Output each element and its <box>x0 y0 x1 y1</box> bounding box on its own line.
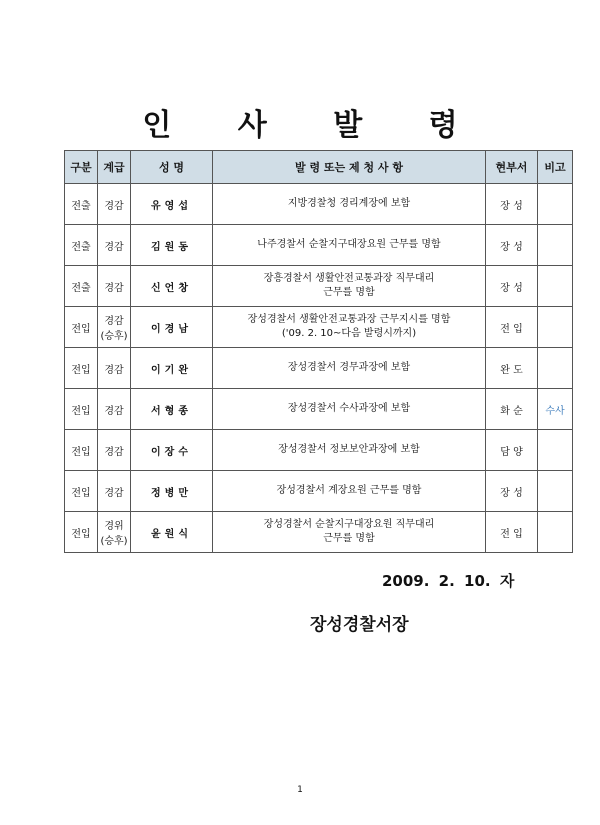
row-note-cell <box>538 348 573 389</box>
detail-line: 장성경찰서 정보보안과장에 보함 <box>278 444 420 455</box>
row-note-cell <box>538 184 573 225</box>
row-note-cell <box>538 266 573 307</box>
table-row <box>65 430 573 471</box>
header-detail: 발 령 또는 제 청 사 항 <box>213 151 486 184</box>
row-current-dept-cell: 장 성 <box>486 266 538 307</box>
detail-line: 장성경찰서 생활안전교통과장 근무지시를 명함 <box>247 314 451 325</box>
row-rank-cell <box>98 307 131 348</box>
row-name-cell: 이경남 <box>131 307 213 348</box>
row-rank-cell <box>98 430 131 471</box>
row-detail-cell <box>213 225 486 266</box>
row-note-cell <box>538 471 573 512</box>
table-header-row <box>65 151 573 184</box>
row-detail-cell <box>213 512 486 553</box>
row-name-cell: 김원동 <box>131 225 213 266</box>
detail-line: 지방경찰청 경리계장에 보함 <box>287 198 411 209</box>
rank-line: (승후) <box>100 536 128 547</box>
rank-line: 경위 <box>104 521 124 532</box>
detail-line: 장성경찰서 수사과장에 보함 <box>287 403 411 414</box>
header-rank: 계급 <box>98 151 131 184</box>
row-rank-cell <box>98 266 131 307</box>
row-detail-cell <box>213 471 486 512</box>
personnel-orders-table <box>64 150 573 553</box>
table-row <box>65 471 573 512</box>
row-current-dept-cell: 화 순 <box>486 389 538 430</box>
row-rank-cell <box>98 471 131 512</box>
row-rank-cell <box>98 512 131 553</box>
document-title: 인 사 발 령 <box>142 108 486 143</box>
rank-line: 경감 <box>104 282 124 294</box>
rank-line: 경감 <box>104 241 124 253</box>
row-name-cell: 정병만 <box>131 471 213 512</box>
row-current-dept-cell: 장 성 <box>486 471 538 512</box>
rank-line: 경감 <box>104 487 124 499</box>
row-type-cell: 전출 <box>65 266 98 307</box>
row-detail-cell <box>213 389 486 430</box>
page-number: 1 <box>297 785 303 795</box>
row-note-cell <box>538 307 573 348</box>
row-current-dept-cell: 장 성 <box>486 184 538 225</box>
detail-line: 장성경찰서 계장요원 근무를 명함 <box>276 485 422 496</box>
row-detail-cell <box>213 266 486 307</box>
row-current-dept-cell: 전 입 <box>486 512 538 553</box>
order-date: 2009. 2. 10. 자 <box>382 572 515 590</box>
row-type-cell: 전입 <box>65 430 98 471</box>
table-row <box>65 307 573 348</box>
row-name-cell: 이기완 <box>131 348 213 389</box>
row-type-cell: 전입 <box>65 512 98 553</box>
row-name-cell: 윤원식 <box>131 512 213 553</box>
detail-line: ('09. 2. 10~다음 발령시까지) <box>281 328 417 339</box>
row-current-dept-cell: 완 도 <box>486 348 538 389</box>
row-current-dept-cell: 전 입 <box>486 307 538 348</box>
row-note-cell: 수사 <box>538 389 573 430</box>
row-detail-cell <box>213 184 486 225</box>
row-rank-cell <box>98 389 131 430</box>
row-type-cell: 전입 <box>65 389 98 430</box>
row-current-dept-cell: 담 양 <box>486 430 538 471</box>
detail-line: 근무를 명함 <box>323 533 375 544</box>
detail-line: 근무를 명함 <box>323 287 375 298</box>
row-type-cell: 전출 <box>65 225 98 266</box>
rank-line: 경감 <box>104 446 124 458</box>
rank-line: (승후) <box>100 331 128 342</box>
row-name-cell: 유영섭 <box>131 184 213 225</box>
header-name: 성 명 <box>131 151 213 184</box>
row-type-cell: 전출 <box>65 184 98 225</box>
row-current-dept-cell: 장 성 <box>486 225 538 266</box>
detail-line: 장성경찰서 순찰지구대장요원 직무대리 <box>263 519 435 530</box>
row-name-cell: 서형종 <box>131 389 213 430</box>
header-note: 비고 <box>538 151 573 184</box>
table-row <box>65 512 573 553</box>
table-row <box>65 225 573 266</box>
row-type-cell: 전입 <box>65 348 98 389</box>
table-row <box>65 348 573 389</box>
detail-line: 나주경찰서 순찰지구대장요원 근무를 명함 <box>257 239 441 250</box>
table-row <box>65 184 573 225</box>
row-rank-cell <box>98 184 131 225</box>
row-rank-cell <box>98 348 131 389</box>
header-current-dept: 현부서 <box>486 151 538 184</box>
row-type-cell: 전입 <box>65 307 98 348</box>
row-detail-cell <box>213 307 486 348</box>
row-name-cell: 신언창 <box>131 266 213 307</box>
rank-line: 경감 <box>104 316 124 327</box>
row-type-cell: 전입 <box>65 471 98 512</box>
signer: 장성경찰서장 <box>310 615 409 635</box>
detail-line: 장성경찰서 경무과장에 보함 <box>287 362 411 373</box>
row-note-cell <box>538 430 573 471</box>
table-row <box>65 389 573 430</box>
row-detail-cell <box>213 348 486 389</box>
row-note-cell <box>538 512 573 553</box>
rank-line: 경감 <box>104 200 124 212</box>
detail-line: 장흥경찰서 생활안전교통과장 직무대리 <box>263 273 435 284</box>
table-row <box>65 266 573 307</box>
row-note-cell <box>538 225 573 266</box>
rank-line: 경감 <box>104 405 124 417</box>
row-detail-cell <box>213 430 486 471</box>
row-name-cell: 이장수 <box>131 430 213 471</box>
rank-line: 경감 <box>104 364 124 376</box>
row-rank-cell <box>98 225 131 266</box>
header-type: 구분 <box>65 151 98 184</box>
